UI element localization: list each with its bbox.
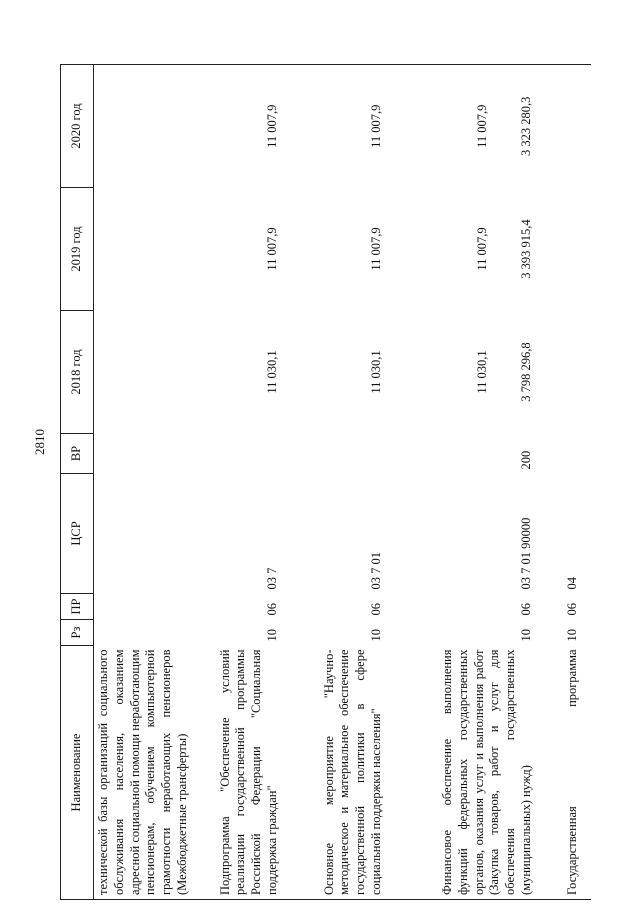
row-name: Финансовое обеспечение выполнения функций федеральных государственных органов, оказания услуг и выполнения работ (Закупка товаров, работ и услуг для обеспечения государственных (муниципальных) нужд): [395, 646, 545, 900]
header-2018: 2018 год: [61, 311, 94, 434]
row-2018: [94, 311, 201, 434]
row-2018-next: 3 798 296,8: [518, 342, 533, 402]
row-csr: 04: [564, 577, 579, 590]
row-2020-cell: [395, 65, 545, 188]
row-csr: 03 7 01: [368, 552, 383, 590]
budget-table: [60, 64, 591, 900]
row-2018: [545, 311, 591, 434]
header-pr: ПР: [61, 594, 94, 620]
header-2020: 2020 год: [61, 65, 94, 188]
row-2019-next: 3 393 915,4: [518, 219, 533, 279]
row-rz: [94, 620, 201, 646]
row-vr: [545, 434, 591, 474]
row-2020: [94, 65, 201, 188]
row-vr: 200: [518, 450, 533, 470]
header-rz: Рз: [61, 620, 94, 646]
row-2019-cell: [395, 188, 545, 311]
row-csr: [94, 474, 201, 594]
row-vr: [201, 434, 291, 474]
row-2019: [545, 188, 591, 311]
row-rz: 10: [518, 629, 533, 642]
table-row: [94, 65, 201, 900]
table-row: [395, 65, 545, 900]
row-2018: 11 030,1: [475, 350, 489, 394]
row-name: технической базы организаций социального обслуживания населения, оказанием адресной социальной помощи неработающим пенсионерам, обучением компьютерной грамотности неработающих пенсионеров (Межбюджетные трансферты): [94, 646, 201, 900]
row-2018-cell: [395, 311, 545, 434]
header-csr: ЦСР: [61, 474, 94, 594]
header-name: Наименование: [61, 646, 94, 900]
row-vr: [94, 434, 201, 474]
row-2020: [545, 65, 591, 188]
header-vr: ВР: [61, 434, 94, 474]
row-pr: [94, 594, 201, 620]
row-csr: 03 7: [264, 567, 279, 590]
row-2019: 11 007,9: [264, 227, 279, 271]
row-2018: 11 030,1: [368, 350, 383, 394]
row-2018: 11 030,1: [264, 350, 279, 394]
row-name: Основное мероприятие "Научно-методическое и материальное обеспечение государственной политики в сфере социальной поддержки населения": [291, 646, 395, 900]
row-2019: 11 007,9: [368, 227, 383, 271]
row-name: Подпрограмма "Обеспечение условий реализации государственной программы Российской Федерации "Социальная поддержка граждан": [201, 646, 291, 900]
budget-sheet: [60, 65, 590, 900]
row-2019: 11 007,9: [475, 227, 489, 271]
row-rz: 10: [564, 629, 579, 642]
row-name: Государственная программа: [545, 646, 591, 900]
row-pr: 06: [264, 603, 279, 616]
table-row: [201, 65, 291, 900]
row-pr: 06: [368, 603, 383, 616]
row-2020: 11 007,9: [291, 65, 395, 188]
row-2019: [94, 188, 201, 311]
row-pr: 06: [518, 603, 533, 616]
row-rz: 10: [368, 629, 383, 642]
row-vr: [291, 434, 395, 474]
row-rz: 10: [264, 629, 279, 642]
table-header-row: [61, 65, 94, 900]
row-pr: 06: [564, 603, 579, 616]
header-2019: 2019 год: [61, 188, 94, 311]
row-2020: 11 007,9: [475, 104, 489, 148]
table-row: [291, 65, 395, 900]
row-csr: 03 7 01 90000: [518, 517, 533, 590]
row-2020: 11 007,9: [201, 65, 291, 188]
table-row: [545, 65, 591, 900]
row-2020-next: 3 323 280,3: [518, 96, 533, 156]
page-number: 2810: [32, 429, 47, 455]
